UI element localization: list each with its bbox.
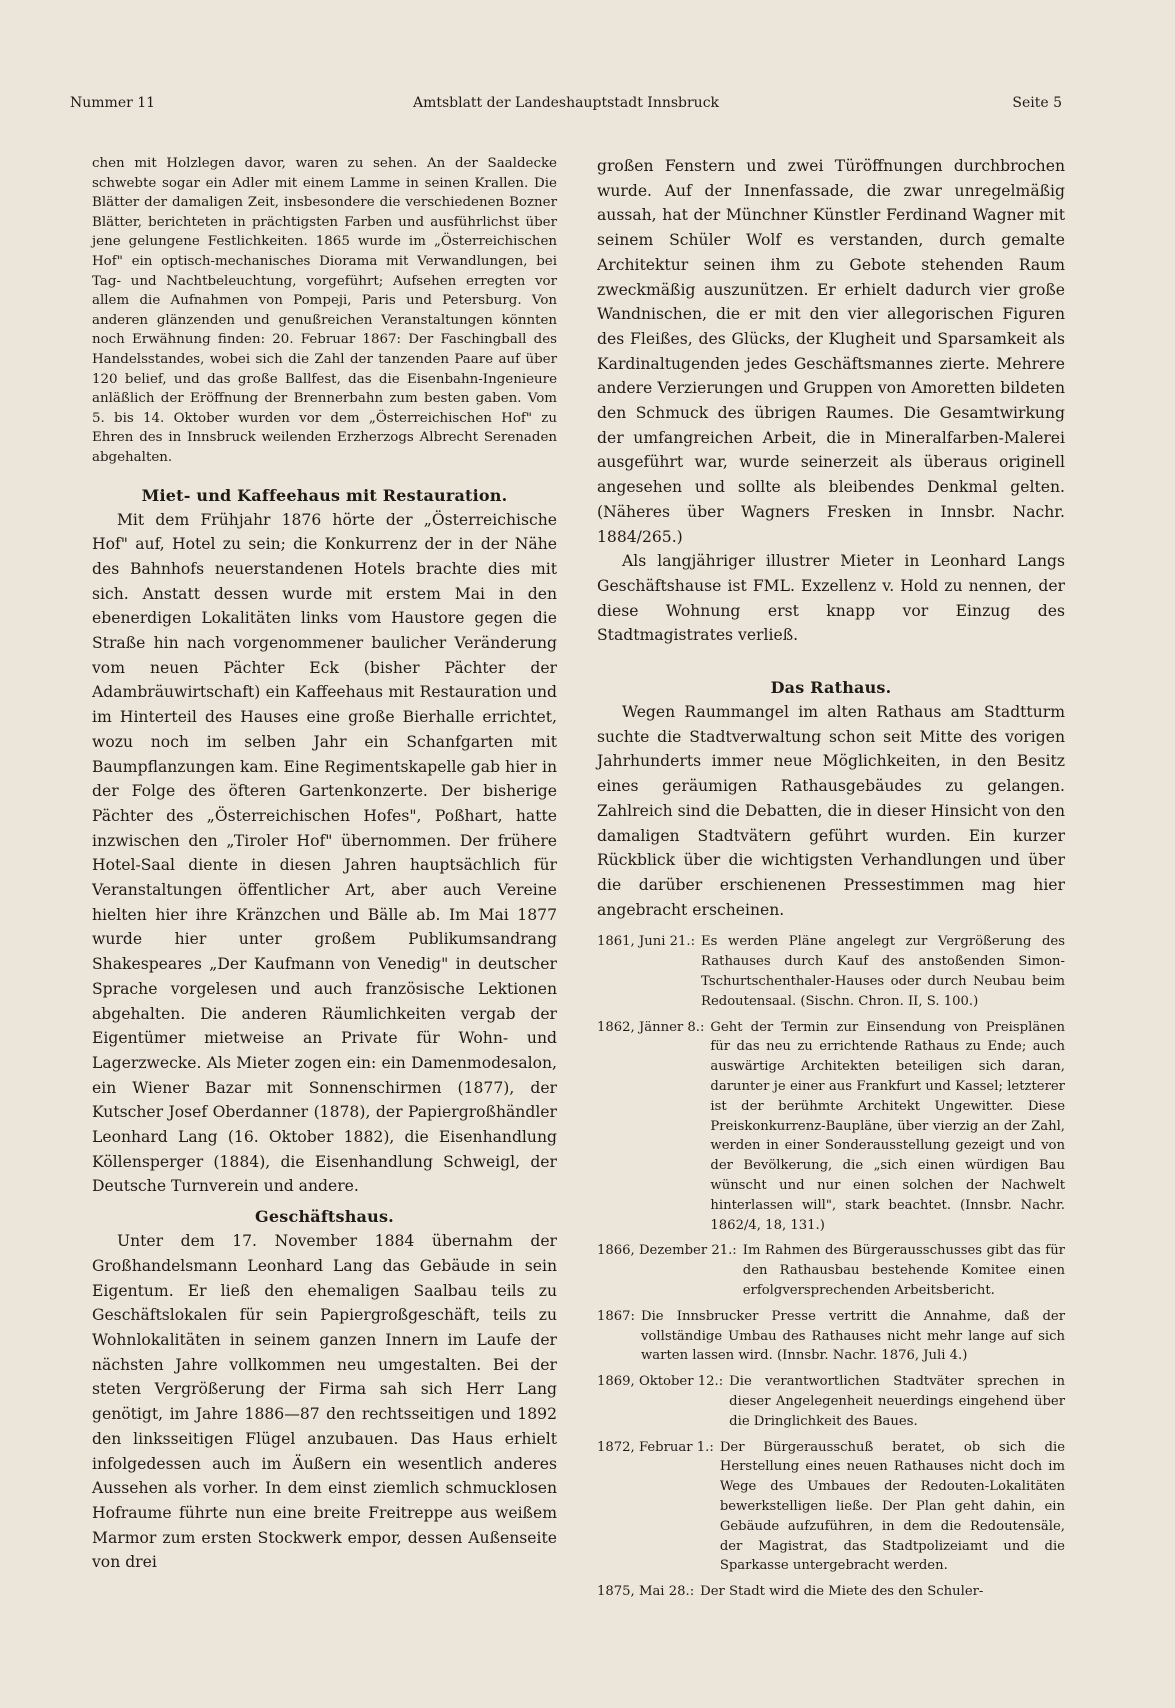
section-heading-geschaeftshaus: Geschäftshaus. xyxy=(255,1207,394,1227)
page-number: Seite 5 xyxy=(1012,95,1062,111)
continuation-paragraph: großen Fenstern und zwei Türöffnungen durchbrochen wurde. Auf der Innenfassade, die zwar unregelmäßig aussah, hat der Münchner Künstler Ferdinand Wagner mit seinem Schüler Wolf es verstanden, durch gemalte Architektur seinen ihm zu Gebote stehenden Raum zweckmäßig auszunützen. Er erhielt dadurch vier große Wandnischen, die er mit den vier allegorischen Figuren des Fleißes, des Glücks, der Klugheit und Sparsamkeit als Kardinaltugenden jedes Geschäftsmannes zierte. Mehrere andere Verzierungen und Gruppen von Amoretten bildeten den Schmuck des übrigen Raumes. Die Gesamtwirkung der umfangreichen Arbeit, die in Mineralfarben-Malerei ausgeführt war, wurde seinerzeit als überaus originell angesehen und sollte als bleibendes Denkmal gelten. (Näheres über Wagners Fresken in Innsbr. Nachr. 1884/265.) xyxy=(597,157,1065,546)
chronology-list xyxy=(597,932,1065,1602)
entry-date: 1866, Dezember 21.: xyxy=(597,1243,737,1259)
tenant-paragraph: Als langjähriger illustrer Mieter in Leonhard Langs Geschäftshause ist FML. Exzellenz v. Hold zu nennen, der diese Wohnung erst knapp vor Einzug des Stadtmagistrates verließ. xyxy=(597,552,1065,645)
chronology-entry xyxy=(597,932,1065,1011)
section-heading-kaffeehaus: Miet- und Kaffeehaus mit Restauration. xyxy=(141,485,508,505)
entry-text: Der Bürgerausschuß beratet, ob sich die Herstellung eines neuen Rathauses nicht doch im Wege des Umbaues der Redouten-Lokalitäten bewerkstelligen ließe. Der Plan geht dahin, ein Gebäude aufzuführen, in dem die Redoutensäle, der Magistrat, das Stadtpolizeiamt und die Sparkasse untergebracht werden. xyxy=(719,1439,1065,1574)
entry-text: Geht der Termin zur Einsendung von Preisplänen für das neu zu errichtende Rathaus zu Ende; auch auswärtige Architekten beteiligen sich daran, darunter je einer aus Frankfurt und Kassel; letzterer ist der berühmte Architekt Ungewitter. Diese Preiskonkurrenz-Baupläne, über vierzig an der Zahl, werden in einer Sonderausstellung gezeigt und von der Bevölkerung, die „sich einen würdigen Bau wünscht und nur einen solchen der Nachwelt hinterlassen will", stark beachtet. (Innsbr. Nachr. 1862/4, 18, 131.) xyxy=(710,1019,1065,1233)
geschaeftshaus-paragraph: Unter dem 17. November 1884 übernahm der Großhandelsmann Leonhard Lang das Gebäude in sein Eigentum. Er ließ den ehemaligen Saalbau teils zu Geschäftslokalen für sein Papiergroßgeschäft, teils zu Wohnlokalitäten in seinem ganzen Innern im Laufe der nächsten Jahre vollkommen neu umgestalten. Bei der steten Vergrößerung der Firma sah sich Herr Lang genötigt, im Jahre 1886—87 den rechtsseitigen und 1892 den linksseitigen Flügel anzubauen. Das Haus erhielt infolgedessen auch im Äußern ein wesentlich anderes Aussehen als vorher. In dem einst ziemlich schmucklosen Hofraume führte nun eine breite Freitreppe aus weißem Marmor zum ersten Stockwerk empor, dessen Außenseite von drei xyxy=(92,1232,557,1572)
entry-date: 1875, Mai 28.: xyxy=(597,1584,695,1600)
chronology-entry xyxy=(597,1582,1065,1602)
entry-date: 1872, Februar 1.: xyxy=(597,1439,714,1455)
left-column xyxy=(92,154,557,1575)
entry-date: 1861, Juni 21.: xyxy=(597,934,696,950)
page-header xyxy=(70,95,1062,119)
entry-text: Die verantwortlichen Stadtväter sprechen in dieser Angelegenheit neuerdings eingehend über die Dringlichkeit des Baues. xyxy=(729,1374,1065,1429)
issue-number: Nummer 11 xyxy=(70,95,156,111)
chronology-entry xyxy=(597,1372,1065,1431)
rathaus-paragraph: Wegen Raummangel im alten Rathaus am Stadtturm suchte die Stadtverwaltung schon seit Mitte des vorigen Jahrhunderts immer neue Möglichkeiten, in den Besitz eines geräumigen Rathausgebäudes zu gelangen. Zahlreich sind die Debatten, die in dieser Hinsicht von den damaligen Stadtvätern geführt wurden. Ein kurzer Rückblick über die wichtigsten Verhandlungen und über die darüber erschienenen Pressestimmen mag hier angebracht erscheinen. xyxy=(597,703,1065,919)
chronology-entry xyxy=(597,1018,1065,1236)
entry-text: Es werden Pläne angelegt zur Vergrößerung des Rathauses durch Kauf des anstoßenden Simon-Tschurtschenthaler-Hauses oder durch Neubau beim Redoutensaal. (Sischn. Chron. II, S. 100.) xyxy=(701,934,1065,1009)
chronology-entry xyxy=(597,1438,1065,1577)
chronology-entry xyxy=(597,1241,1065,1300)
publication-title: Amtsblatt der Landeshauptstadt Innsbruck xyxy=(412,95,720,111)
entry-text: Im Rahmen des Bürgerausschusses gibt das für den Rathausbau bestehende Komitee einen erfolgversprechenden Arbeitsbericht. xyxy=(742,1243,1065,1298)
intro-paragraph: chen mit Holzlegen davor, waren zu sehen. An der Saaldecke schwebte sogar ein Adler mit einem Lamme in seinen Krallen. Die Blätter der damaligen Zeit, insbesondere die verschiedenen Bozner Blätter, berichteten in prächtigsten Farben und ausführlichst über jene gelungene Festlichkeiten. 1865 wurde im „Österreichischen Hof" ein optisch-mechanisches Diorama mit Verwandlungen, bei Tag- und Nachtbeleuchtung, vorgeführt; Aufsehen erregten vor allem die Aufnahmen von Pompeji, Paris und Petersburg. Von anderen glänzenden und genußreichen Veranstaltungen könnten noch Erwähnung finden: 20. Februar 1867: Der Faschingball des Handelsstandes, wobei sich die Zahl der tanzenden Paare auf über 120 belief, und das große Ballfest, das die Eisenbahn-Ingenieure anläßlich der Eröffnung der Brennerbahn zum besten gaben. Vom 5. bis 14. Oktober wurden vor dem „Österreichischen Hof" zu Ehren des in Innsbruck weilenden Erzherzogs Albrecht Serenaden abgehalten. xyxy=(92,156,557,465)
entry-date: 1862, Jänner 8.: xyxy=(597,1019,705,1035)
right-column xyxy=(597,154,1065,1602)
entry-text: Der Stadt wird die Miete des den Schuler- xyxy=(700,1584,984,1600)
kaffeehaus-paragraph: Mit dem Frühjahr 1876 hörte der „Österreichische Hof" auf, Hotel zu sein; die Konkurrenz der in der Nähe des Bahnhofs neuerstandenen Hotels brachte dies mit sich. Anstatt dessen wurde mit erstem Mai in den ebenerdigen Lokalitäten links vom Haustore gegen die Straße hin nach vorgenommener baulicher Veränderung vom neuen Pächter Eck (bisher Pächter der Adambräuwirtschaft) ein Kaffeehaus mit Restauration und im Hinterteil des Hauses eine große Bierhalle errichtet, wozu noch im selben Jahr ein Schanfgarten mit Baumpflanzungen kam. Eine Regimentskapelle gab hier in der Folge des öfteren Gartenkonzerte. Der bisherige Pächter des „Österreichischen Hofes", Poßhart, hatte inzwischen den „Tiroler Hof" übernommen. Der frühere Hotel-Saal diente in diesen Jahren hauptsächlich für Veranstaltungen öffentlicher Art, aber auch Vereine hielten hier ihre Kränzchen und Bälle ab. Im Mai 1877 wurde hier unter großem Publikumsandrang Shakespeares „Der Kaufmann von Venedig" in deutscher Sprache vorgelesen und auch französische Lektionen abgehalten. Die anderen Räumlichkeiten vergab der Eigentümer mietweise an Private für Wohn- und Lagerzwecke. Als Mieter zogen ein: ein Damenmodesalon, ein Wiener Bazar mit Sonnenschirmen (1877), der Kutscher Josef Oberdanner (1878), der Papiergroßhändler Leonhard Lang (16. Oktober 1882), die Eisenhandlung Köllensperger (1884), die Eisenhandlung Schweigl, der Deutsche Turnverein und andere. xyxy=(92,510,557,1196)
entry-date: 1867: xyxy=(597,1308,636,1324)
section-heading-rathaus: Das Rathaus. xyxy=(770,678,892,698)
entry-date: 1869, Oktober 12.: xyxy=(597,1374,724,1390)
chronology-entry xyxy=(597,1307,1065,1366)
entry-text: Die Innsbrucker Presse vertritt die Annahme, daß der vollständige Umbau des Rathauses nicht mehr lange auf sich warten lassen wird. (Innsbr. Nachr. 1876, Juli 4.) xyxy=(641,1308,1065,1364)
